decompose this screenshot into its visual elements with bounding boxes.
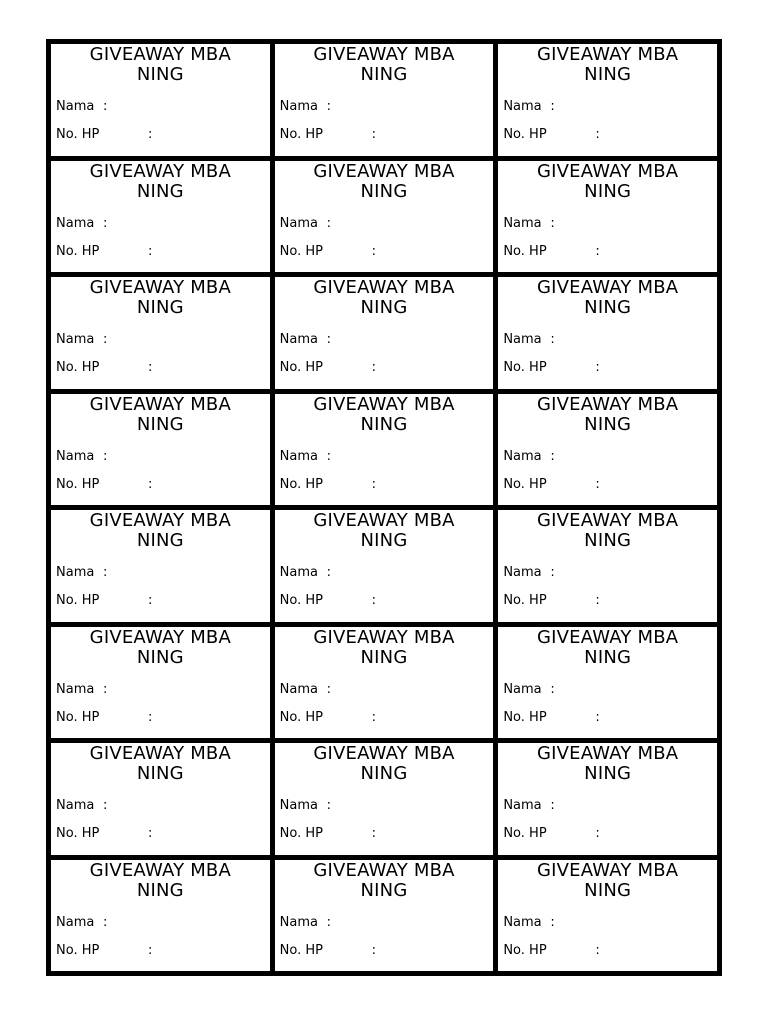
card-title-line-1: GIVEAWAY MBA [537,160,679,182]
name-separator: : [326,914,332,930]
card-title-line-2: NING [360,530,408,551]
giveaway-label-card [275,627,494,739]
card-title-line-2: NING [584,180,632,202]
card-title [51,861,270,901]
card-title [51,744,270,784]
name-field [56,798,108,813]
phone-field [503,826,600,841]
name-separator: : [550,99,555,114]
card-title [51,395,270,435]
card-title [275,278,494,318]
name-separator: : [326,565,332,580]
card-title-line-1: GIVEAWAY MBA [537,743,679,764]
card-title-line-2: NING [360,64,408,85]
card-title-line-1: GIVEAWAY MBA [89,44,231,65]
card-title [498,861,717,901]
phone-field [56,709,153,725]
name-label: Nama [503,332,542,347]
name-label: Nama [56,681,95,697]
phone-separator: : [148,593,153,608]
name-field [503,798,555,813]
name-field [279,565,332,580]
card-title-line-1: GIVEAWAY MBA [313,393,455,415]
phone-label: No. HP [279,476,323,492]
phone-label: No. HP [503,593,547,608]
name-label: Nama [279,332,318,347]
name-separator: : [326,99,332,114]
phone-field [56,826,153,841]
card-title-line-1: GIVEAWAY MBA [313,160,455,182]
card-title-line-1: GIVEAWAY MBA [89,160,231,182]
name-label: Nama [56,332,95,347]
card-title-line-2: NING [360,763,408,784]
phone-field [279,709,377,725]
card-title [51,511,270,551]
name-field [503,681,555,697]
giveaway-label-card [51,510,270,622]
phone-field [279,942,377,958]
name-field [279,99,332,114]
card-title-line-1: GIVEAWAY MBA [313,44,455,65]
phone-field [56,476,153,492]
giveaway-label-card [275,394,494,506]
card-title [51,45,270,85]
giveaway-label-card [498,277,717,389]
card-title-line-2: NING [584,413,632,435]
card-title-line-1: GIVEAWAY MBA [313,743,455,764]
name-separator: : [103,681,108,697]
name-field [56,448,108,464]
name-separator: : [326,332,332,347]
card-title [275,744,494,784]
name-separator: : [326,681,332,697]
phone-separator: : [595,243,600,259]
name-field [279,448,332,464]
phone-label: No. HP [503,709,547,725]
phone-label: No. HP [56,593,100,608]
card-title-line-2: NING [584,530,632,551]
giveaway-label-card [498,161,717,273]
phone-separator: : [148,243,153,259]
card-title [275,861,494,901]
name-field [503,215,555,231]
name-field [56,681,108,697]
phone-field [503,593,600,608]
name-separator: : [103,798,108,813]
phone-field [56,593,153,608]
giveaway-label-card [498,510,717,622]
card-title [275,45,494,85]
phone-separator: : [595,593,600,608]
name-field [503,565,555,580]
phone-label: No. HP [279,243,323,259]
name-label: Nama [279,914,318,930]
card-title-line-2: NING [360,180,408,202]
phone-separator: : [371,127,377,142]
giveaway-label-card [498,394,717,506]
name-field [56,215,108,231]
phone-field [503,360,600,375]
phone-label: No. HP [279,826,323,841]
name-label: Nama [279,681,318,697]
name-label: Nama [503,215,542,231]
card-title-line-2: NING [136,879,184,901]
phone-label: No. HP [56,476,100,492]
name-separator: : [550,565,555,580]
giveaway-label-card [275,277,494,389]
card-title-line-2: NING [136,530,184,551]
giveaway-label-card [498,743,717,855]
card-title-line-1: GIVEAWAY MBA [313,859,455,881]
name-field [279,914,332,930]
phone-separator: : [371,360,377,375]
name-separator: : [550,215,555,231]
phone-field [503,709,600,725]
phone-label: No. HP [503,243,547,259]
phone-label: No. HP [279,360,323,375]
card-title-line-1: GIVEAWAY MBA [313,277,455,298]
phone-label: No. HP [279,942,323,958]
phone-separator: : [148,476,153,492]
card-title-line-1: GIVEAWAY MBA [537,277,679,298]
label-sheet [46,39,722,976]
phone-label: No. HP [279,593,323,608]
phone-field [503,476,600,492]
card-title-line-1: GIVEAWAY MBA [89,510,231,531]
card-title-line-1: GIVEAWAY MBA [89,859,231,881]
name-separator: : [103,914,108,930]
phone-separator: : [148,709,153,725]
name-field [503,332,555,347]
card-title [51,628,270,668]
phone-field [56,127,153,142]
phone-separator: : [371,243,377,259]
giveaway-label-card [51,860,270,972]
card-title-line-2: NING [136,64,184,85]
phone-separator: : [371,593,377,608]
name-label: Nama [56,215,95,231]
card-title-line-2: NING [136,180,184,202]
card-title-line-1: GIVEAWAY MBA [537,393,679,415]
card-title [51,278,270,318]
name-separator: : [103,215,108,231]
phone-label: No. HP [503,476,547,492]
name-field [56,565,108,580]
name-field [279,681,332,697]
phone-separator: : [595,709,600,725]
giveaway-label-card [275,161,494,273]
phone-field [503,127,600,142]
card-title-line-2: NING [584,763,632,784]
name-separator: : [103,99,108,114]
phone-separator: : [371,476,377,492]
card-title [498,628,717,668]
card-title-line-2: NING [136,763,184,784]
giveaway-label-card [51,277,270,389]
name-separator: : [326,215,332,231]
name-field [56,99,108,114]
giveaway-label-card [51,44,270,156]
phone-label: No. HP [279,127,323,142]
phone-separator: : [595,476,600,492]
card-title-line-2: NING [584,879,632,901]
name-label: Nama [279,798,318,813]
card-title-line-1: GIVEAWAY MBA [537,510,679,531]
phone-field [56,942,153,958]
card-title-line-2: NING [584,297,632,318]
card-title [275,162,494,202]
phone-field [56,243,153,259]
card-title-line-2: NING [584,646,632,668]
phone-separator: : [148,360,153,375]
name-label: Nama [503,681,542,697]
name-field [503,914,555,930]
name-field [503,99,555,114]
card-title-line-2: NING [136,413,184,435]
card-title-line-1: GIVEAWAY MBA [89,393,231,415]
card-title [498,278,717,318]
name-field [56,332,108,347]
name-label: Nama [56,565,95,580]
name-separator: : [550,332,555,347]
phone-field [279,476,377,492]
card-title [498,395,717,435]
phone-separator: : [371,942,377,958]
name-label: Nama [279,99,318,114]
phone-label: No. HP [56,826,100,841]
card-title-line-1: GIVEAWAY MBA [313,626,455,648]
name-label: Nama [279,448,318,464]
giveaway-label-card [498,44,717,156]
card-title [498,45,717,85]
phone-field [279,593,377,608]
phone-field [503,243,600,259]
card-title-line-2: NING [360,297,408,318]
card-title [498,511,717,551]
card-title [275,511,494,551]
name-label: Nama [503,914,542,930]
card-title [275,628,494,668]
giveaway-label-card [51,394,270,506]
card-title-line-2: NING [136,297,184,318]
card-title-line-1: GIVEAWAY MBA [89,743,231,764]
name-label: Nama [279,215,318,231]
name-label: Nama [56,448,95,464]
phone-label: No. HP [503,360,547,375]
name-separator: : [326,798,332,813]
phone-separator: : [148,826,153,841]
card-title-line-1: GIVEAWAY MBA [313,510,455,531]
name-separator: : [550,798,555,813]
phone-label: No. HP [56,942,100,958]
name-separator: : [550,448,555,464]
phone-field [279,243,377,259]
name-label: Nama [503,448,542,464]
phone-separator: : [148,127,153,142]
phone-label: No. HP [56,709,100,725]
card-title-line-2: NING [584,64,632,85]
card-title-line-1: GIVEAWAY MBA [537,44,679,65]
phone-separator: : [595,826,600,841]
name-separator: : [550,681,555,697]
name-separator: : [103,565,108,580]
giveaway-label-card [275,743,494,855]
phone-separator: : [371,709,377,725]
phone-label: No. HP [56,360,100,375]
phone-label: No. HP [56,127,100,142]
phone-label: No. HP [503,942,547,958]
phone-separator: : [148,942,153,958]
phone-field [279,127,377,142]
card-title [498,162,717,202]
giveaway-label-card [275,44,494,156]
phone-label: No. HP [503,127,547,142]
name-field [279,332,332,347]
phone-separator: : [595,942,600,958]
phone-label: No. HP [56,243,100,259]
name-label: Nama [56,99,95,114]
giveaway-label-card [498,860,717,972]
card-title-line-1: GIVEAWAY MBA [537,626,679,648]
phone-separator: : [595,127,600,142]
giveaway-label-card [51,161,270,273]
card-title [498,744,717,784]
card-title [51,162,270,202]
name-field [279,215,332,231]
card-title [275,395,494,435]
giveaway-label-card [275,510,494,622]
phone-field [279,826,377,841]
phone-field [503,942,600,958]
giveaway-label-card [275,860,494,972]
giveaway-label-card [498,627,717,739]
card-title-line-1: GIVEAWAY MBA [89,626,231,648]
name-separator: : [103,332,108,347]
phone-label: No. HP [279,709,323,725]
name-label: Nama [503,565,542,580]
name-label: Nama [503,798,542,813]
card-title-line-1: GIVEAWAY MBA [537,859,679,881]
name-label: Nama [279,565,318,580]
phone-field [279,360,377,375]
name-field [56,914,108,930]
name-separator: : [103,448,108,464]
name-field [503,448,555,464]
card-title-line-2: NING [360,413,408,435]
card-title-line-2: NING [360,879,408,901]
name-label: Nama [56,798,95,813]
name-field [279,798,332,813]
phone-separator: : [371,826,377,841]
giveaway-label-card [51,743,270,855]
giveaway-label-card [51,627,270,739]
phone-label: No. HP [503,826,547,841]
phone-field [56,360,153,375]
card-title-line-2: NING [360,646,408,668]
card-title-line-1: GIVEAWAY MBA [89,277,231,298]
name-separator: : [550,914,555,930]
phone-separator: : [595,360,600,375]
name-label: Nama [56,914,95,930]
card-title-line-2: NING [136,646,184,668]
name-separator: : [326,448,332,464]
name-label: Nama [503,99,542,114]
